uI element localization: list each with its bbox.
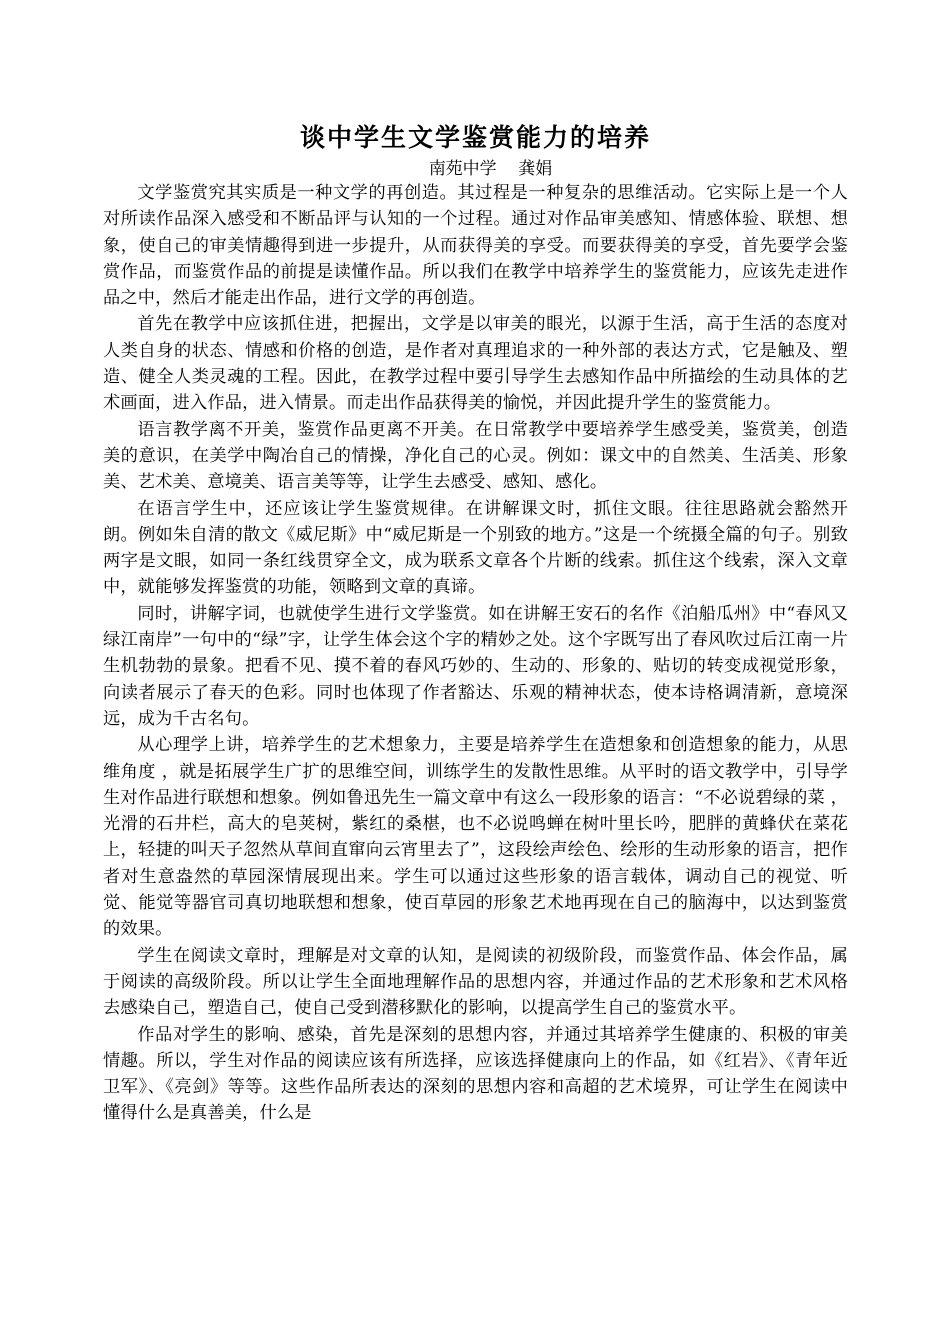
paragraph: 语言教学离不开美，鉴赏作品更离不开美。在日常教学中要培养学生感受美，鉴赏美，创造美的意识，在美学中陶冶自己的情操，净化自己的心灵。例如：课文中的自然美、生活美、形象美、艺术美、意境美、语言美等等，让学生去感受、感知、感化。 <box>103 419 848 493</box>
paragraph: 文学鉴赏究其实质是一种文学的再创造。其过程是一种复杂的思维活动。它实际上是一个人对所读作品深入感受和不断品评与认知的一个过程。通过对作品审美感知、情感体验、联想、想象，使自己的审美情趣得到进一步提升，从而获得美的享受。而要获得美的享受，首先要学会鉴赏作品，而鉴赏作品的前提是读懂作品。所以我们在教学中培养学生的鉴赏能力，应该先走进作品之中，然后才能走出作品，进行文学的再创造。 <box>103 183 848 309</box>
author-byline: 南苑中学 龚娟 <box>428 159 553 179</box>
document-page <box>103 118 848 1127</box>
document-body <box>103 180 848 1127</box>
document-title: 谈中学生文学鉴赏能力的培养 <box>299 123 651 152</box>
paragraph: 从心理学上讲，培养学生的艺术想象力，主要是培养学生在造想象和创造想象的能力，从思维角度 ，就是拓展学生广扩的思维空间，训练学生的发散性思维。从平时的语文教学中，引导学生对作品进行联想和想象。例如鲁迅先生一篇文章中有这么一段形象的语言：“不必说碧绿的菜 ，光滑的石井栏，高大的皂荚树，紫红的桑椹，也不必说鸣蝉在树叶里长吟，肥胖的黄蜂伏在菜花上，轻捷的叫天子忽然从草间直窜向云宵里去了”，这段绘声绘色、绘形的生动形象的语言，把作者对生意盎然的草园深情展现出来。学生可以通过这些形象的语言载体，调动自己的视觉、听觉、能觉等器官司真切地联想和想象，使百草园的形象艺术地再现在自己的脑海中，以达到鉴赏的效果。 <box>103 735 848 940</box>
paragraph: 学生在阅读文章时，理解是对文章的认知，是阅读的初级阶段，而鉴赏作品、体会作品，属于阅读的高级阶段。所以让学生全面地理解作品的思想内容，并通过作品的艺术形象和艺术风格去感染自己，塑造自己，使自己受到潜移默化的影响，以提高学生自己的鉴赏水平。 <box>103 945 848 1019</box>
paragraph: 首先在教学中应该抓住进，把握出，文学是以审美的眼光，以源于生活，高于生活的态度对人类自身的状态、情感和价格的创造，是作者对真理追求的一种外部的表达方式，它是触及、塑造、健全人类灵魂的工程。因此，在教学过程中要引导学生去感知作品中所描绘的生动具体的艺术画面，进入作品，进入情景。而走出作品获得美的愉悦，并因此提升学生的鉴赏能力。 <box>103 314 848 414</box>
paragraph: 同时，讲解字词，也就使学生进行文学鉴赏。如在讲解王安石的名作《泊船瓜州》中“春风又绿江南岸”一句中的“绿”字，让学生体会这个字的精妙之处。这个字既写出了春风吹过后江南一片生机勃勃的景象。把看不见、摸不着的春风巧妙的、生动的、形象的、贴切的转变成视觉形象，向读者展示了春天的色彩。同时也体现了作者豁达、乐观的精神状态，使本诗格调清新，意境深远，成为千古名句。 <box>103 603 848 729</box>
paragraph: 在语言学生中，还应该让学生鉴赏规律。在讲解课文时，抓住文眼。往往思路就会豁然开朗。例如朱自清的散文《威尼斯》中“威尼斯是一个别致的地方。”这是一个统摄全篇的句子。别致两字是文眼，如同一条红线贯穿全文，成为联系文章各个片断的线索。抓住这个线索，深入文章中，就能够发挥鉴赏的功能，领略到文章的真谛。 <box>103 498 848 598</box>
paragraph: 作品对学生的影响、感染，首先是深刻的思想内容，并通过其培养学生健康的、积极的审美情趣。所以，学生对作品的阅读应该有所选择，应该选择健康向上的作品，如《红岩》、《青年近卫军》、《亮剑》等等。这些作品所表达的深刻的思想内容和高超的艺术境界，可让学生在阅读中懂得什么是真善美，什么是 <box>103 1024 848 1124</box>
